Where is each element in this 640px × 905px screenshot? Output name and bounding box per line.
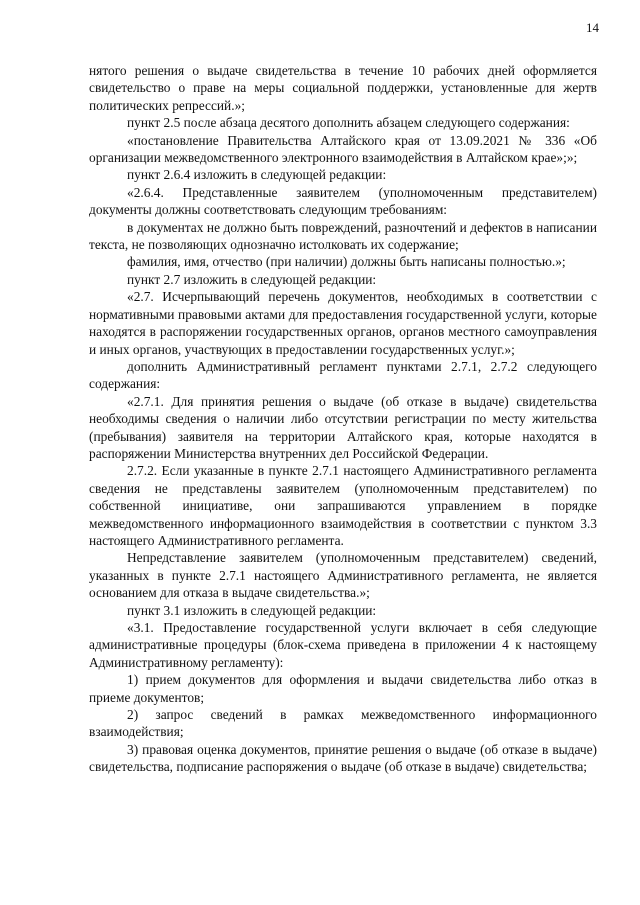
document-body: [89, 62, 597, 776]
paragraph-10: дополнить Административный регламент пунктами 2.7.1, 2.7.2 следующего содержания:: [89, 358, 597, 392]
paragraph-17: 2) запрос сведений в рамках межведомственного информационного взаимодействия;: [89, 707, 597, 740]
paragraph-9: «2.7. Исчерпывающий перечень документов, необходимых в соответствии с нормативными правовыми актами для предоставления государственной услуги, которые находятся в распоряжении государственных органов, органов местного самоуправления и иных органов, участвующих в предоставлении государственных услуг.»;: [89, 289, 597, 357]
paragraph-1: нятого решения о выдаче свидетельства в течение 10 рабочих дней оформляется свидетельство о праве на меры социальной поддержки, установленные для жертв политических репрессий.»;: [89, 63, 597, 113]
paragraph-5: «2.6.4. Представленные заявителем (уполномоченным представителем) документы должны соответствовать следующим требованиям:: [89, 184, 597, 218]
paragraph-16: 1) прием документов для оформления и выдачи свидетельства либо отказ в приеме документов;: [89, 672, 597, 705]
paragraph-14: пункт 3.1 изложить в следующей редакции:: [127, 602, 377, 618]
paragraph-4: пункт 2.6.4 изложить в следующей редакции:: [127, 167, 387, 183]
page-number: 14: [586, 20, 599, 35]
paragraph-8: пункт 2.7 изложить в следующей редакции:: [127, 271, 377, 287]
paragraph-18: 3) правовая оценка документов, принятие решения о выдаче (об отказе в выдаче) свидетельства, подписание распоряжения о выдаче (об отказе в выдаче) свидетельства;: [89, 741, 597, 775]
paragraph-11: «2.7.1. Для принятия решения о выдаче (об отказе в выдаче) свидетельства необходимы сведения о наличии либо отсутствии регистрации по месту жительства (пребывания) заявителя на территории Алтайского края, которые находятся в распоряжении Министерства внутренних дел Российской Федерации.: [89, 393, 597, 461]
paragraph-6: в документах не должно быть повреждений, разночтений и дефектов в написании текста, не позволяющих однозначно истолковать их содержание;: [89, 219, 597, 253]
paragraph-12: 2.7.2. Если указанные в пункте 2.7.1 настоящего Административного регламента сведения не представлены заявителем (уполномоченным представителем) по собственной инициативе, они запрашиваются управлением в порядке межведомственного информационного взаимодействия в соответствии с пунктом 3.3 настоящего Административного регламента.: [89, 463, 597, 548]
paragraph-3: «постановление Правительства Алтайского края от 13.09.2021 № 336 «Об организации межведомственного электронного взаимодействия в Алтайском крае»;»;: [89, 132, 597, 166]
paragraph-15: «3.1. Предоставление государственной услуги включает в себя следующие административные процедуры (блок-схема приведена в приложении 4 к настоящему Административному регламенту):: [89, 620, 597, 670]
paragraph-7: фамилия, имя, отчество (при наличии) должны быть написаны полностью.»;: [127, 254, 566, 270]
paragraph-13: Непредставление заявителем (уполномоченным представителем) сведений, указанных в пункте 2.7.1 настоящего Административного регламента, не является основанием для отказа в выдаче свидетельства.»;: [89, 550, 597, 601]
paragraph-2: пункт 2.5 после абзаца десятого дополнить абзацем следующего содержания:: [127, 115, 570, 131]
